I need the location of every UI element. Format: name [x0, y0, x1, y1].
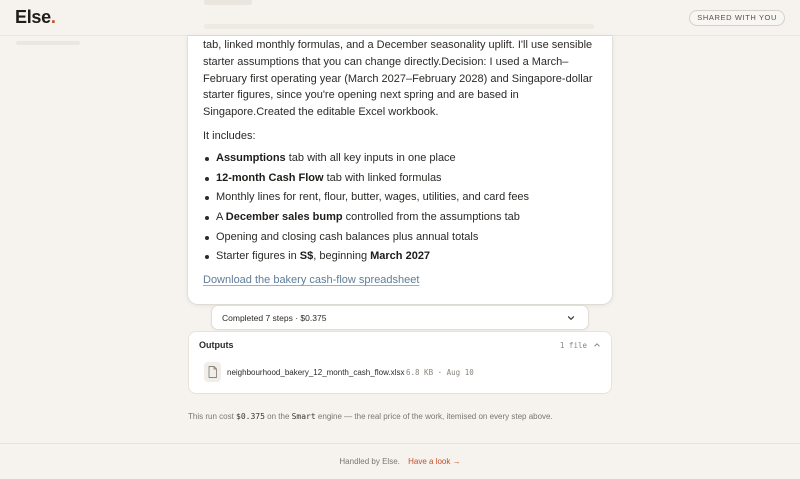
footer-divider: [0, 443, 800, 444]
features-list: [203, 150, 529, 268]
engine-name: Smart: [291, 412, 316, 421]
download-spreadsheet-link[interactable]: Download the bakery cash-flow spreadsheet: [203, 274, 420, 286]
footer: [0, 457, 800, 466]
arrow-right-icon: →: [452, 457, 461, 466]
list-item: Monthly lines for rent, flour, butter, wages, utilities, and card fees: [203, 189, 529, 209]
scrolled-content-ghost: [188, 0, 612, 36]
steps-label: Completed 7 steps · $0.375: [222, 313, 327, 323]
file-meta: 6.8 KB · Aug 10: [406, 368, 474, 377]
file-icon: [204, 362, 221, 382]
chevron-down-icon: [566, 313, 576, 323]
logo-dot: .: [50, 7, 56, 27]
list-item: Starter figures in S$, beginning March 2027: [203, 248, 529, 268]
includes-intro: It includes:: [203, 130, 256, 142]
outputs-panel: [188, 331, 612, 394]
message-paragraph: tab, linked monthly formulas, and a December seasonality uplift. I'll use sensible starter assumptions that you can change directly.Decision: I used a March–February first operating year (March 2027–February 2028) and Singapore-dollar starter figures, since you're opening next spring and are based in Singapore.Created the editable Excel workbook.: [203, 39, 593, 119]
list-item: A December sales bump controlled from the assumptions tab: [203, 209, 529, 229]
chevron-up-icon[interactable]: [593, 341, 601, 349]
run-cost-note: This run cost $0.375 on the Smart engine — the real price of the work, itemised on every step above.: [188, 412, 553, 421]
outputs-title: Outputs: [199, 340, 234, 350]
file-count: 1 file: [559, 341, 587, 350]
cost-amount: $0.375: [236, 412, 265, 421]
logo-text: Else: [15, 7, 51, 27]
have-a-look-link[interactable]: Have a look →: [408, 457, 461, 466]
list-item: 12-month Cash Flow tab with linked formulas: [203, 170, 529, 190]
completed-steps-toggle[interactable]: [211, 305, 589, 330]
list-item: Opening and closing cash balances plus annual totals: [203, 229, 529, 249]
shared-with-you-badge[interactable]: SHARED WITH YOU: [689, 10, 785, 26]
list-item: Assumptions tab with all key inputs in one place: [203, 150, 529, 170]
else-logo[interactable]: [15, 7, 56, 28]
sidebar-ghost: [16, 41, 80, 45]
assistant-message-card: [188, 36, 612, 304]
file-name: neighbourhood_bakery_12_month_cash_flow.xlsx: [227, 368, 405, 377]
handled-by-text: Handled by Else.: [339, 457, 400, 466]
